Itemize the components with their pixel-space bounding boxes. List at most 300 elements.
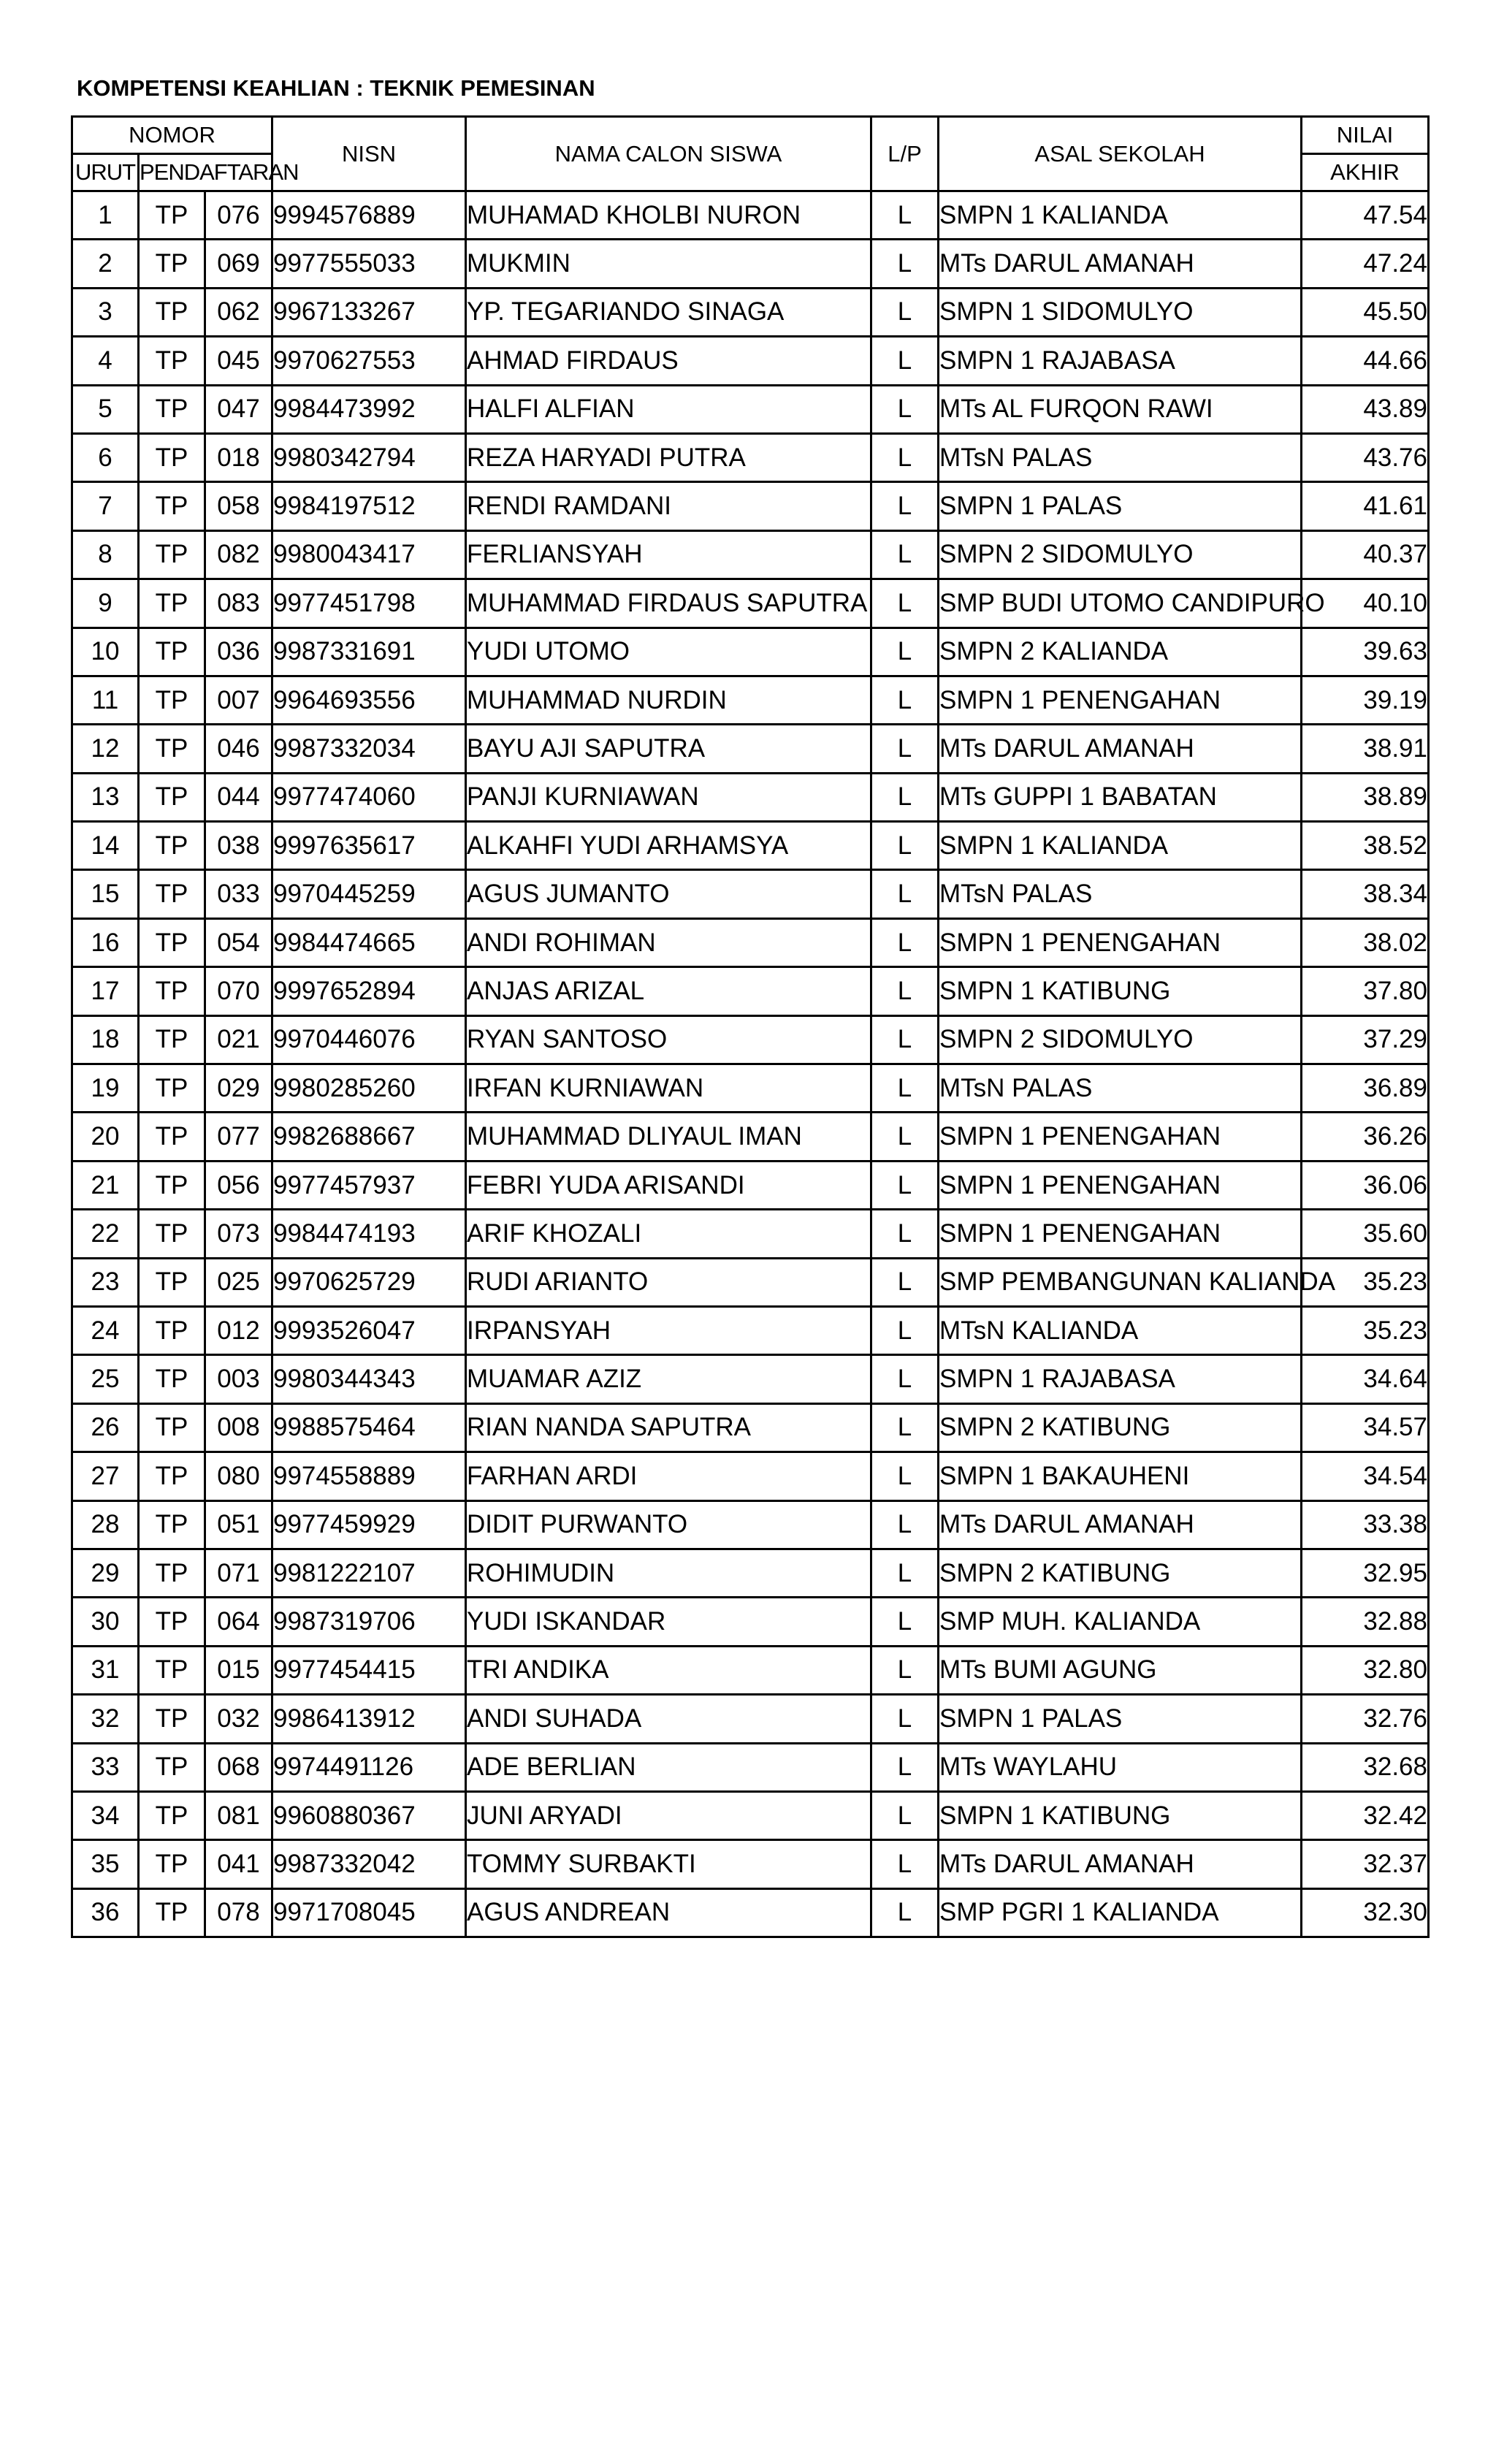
header-nomor: NOMOR	[72, 117, 272, 154]
cell-kode: TP	[139, 1500, 205, 1549]
cell-lp: L	[871, 967, 939, 1015]
cell-kode: TP	[139, 288, 205, 336]
cell-nisn: 9980344343	[272, 1355, 466, 1403]
cell-asal-sekolah: MTs DARUL AMANAH	[939, 240, 1302, 288]
cell-kode: TP	[139, 1064, 205, 1113]
cell-urut: 5	[72, 385, 139, 433]
cell-nisn: 9980342794	[272, 433, 466, 481]
cell-asal-sekolah: SMPN 1 KATIBUNG	[939, 967, 1302, 1015]
header-nisn: NISN	[272, 117, 466, 191]
header-urut: URUT	[72, 154, 139, 191]
cell-nilai-akhir: 36.06	[1302, 1161, 1429, 1209]
cell-nilai-akhir: 35.60	[1302, 1210, 1429, 1258]
cell-nomor-daftar: 018	[205, 433, 272, 481]
table-row	[72, 628, 1429, 676]
cell-nilai-akhir: 45.50	[1302, 288, 1429, 336]
cell-nisn: 9993526047	[272, 1306, 466, 1354]
cell-kode: TP	[139, 628, 205, 676]
cell-lp: L	[871, 1500, 939, 1549]
table-row	[72, 1791, 1429, 1839]
cell-nomor-daftar: 003	[205, 1355, 272, 1403]
cell-lp: L	[871, 1840, 939, 1888]
cell-kode: TP	[139, 240, 205, 288]
cell-nilai-akhir: 38.34	[1302, 870, 1429, 918]
cell-nama: RUDI ARIANTO	[466, 1258, 871, 1306]
cell-asal-sekolah: SMPN 1 PENENGAHAN	[939, 1113, 1302, 1161]
cell-nilai-akhir: 39.63	[1302, 628, 1429, 676]
cell-urut: 16	[72, 918, 139, 966]
cell-lp: L	[871, 385, 939, 433]
cell-nisn: 9960880367	[272, 1791, 466, 1839]
table-row	[72, 240, 1429, 288]
cell-nisn: 9980043417	[272, 530, 466, 579]
cell-nama: MUKMIN	[466, 240, 871, 288]
cell-nama: REZA HARYADI PUTRA	[466, 433, 871, 481]
cell-nama: YUDI UTOMO	[466, 628, 871, 676]
cell-kode: TP	[139, 337, 205, 385]
cell-nomor-daftar: 083	[205, 579, 272, 628]
cell-nomor-daftar: 044	[205, 773, 272, 821]
cell-lp: L	[871, 870, 939, 918]
cell-nama: ROHIMUDIN	[466, 1549, 871, 1597]
cell-asal-sekolah: MTsN PALAS	[939, 870, 1302, 918]
cell-nisn: 9970446076	[272, 1015, 466, 1064]
cell-nomor-daftar: 021	[205, 1015, 272, 1064]
cell-lp: L	[871, 337, 939, 385]
cell-nisn: 9987332034	[272, 725, 466, 773]
table-row	[72, 822, 1429, 870]
cell-nisn: 9977454415	[272, 1646, 466, 1694]
cell-asal-sekolah: SMPN 2 SIDOMULYO	[939, 1015, 1302, 1064]
cell-nama: MUHAMMAD DLIYAUL IMAN	[466, 1113, 871, 1161]
cell-nomor-daftar: 068	[205, 1743, 272, 1791]
cell-nomor-daftar: 070	[205, 967, 272, 1015]
table-header	[72, 117, 1429, 191]
cell-nilai-akhir: 47.54	[1302, 191, 1429, 240]
cell-nisn: 9987319706	[272, 1598, 466, 1646]
cell-urut: 1	[72, 191, 139, 240]
cell-asal-sekolah: SMP PGRI 1 KALIANDA	[939, 1888, 1302, 1937]
table-row	[72, 967, 1429, 1015]
cell-lp: L	[871, 918, 939, 966]
header-pendaftaran: PENDAFTARAN	[139, 154, 272, 191]
cell-nomor-daftar: 025	[205, 1258, 272, 1306]
cell-kode: TP	[139, 1015, 205, 1064]
student-ranking-table	[71, 115, 1430, 1938]
cell-nilai-akhir: 43.89	[1302, 385, 1429, 433]
cell-kode: TP	[139, 1452, 205, 1500]
cell-nama: FEBRI YUDA ARISANDI	[466, 1161, 871, 1209]
cell-asal-sekolah: SMP MUH. KALIANDA	[939, 1598, 1302, 1646]
cell-nama: YUDI ISKANDAR	[466, 1598, 871, 1646]
cell-nomor-daftar: 032	[205, 1695, 272, 1743]
cell-asal-sekolah: SMPN 1 PENENGAHAN	[939, 676, 1302, 724]
cell-nama: IRFAN KURNIAWAN	[466, 1064, 871, 1113]
cell-nama: RYAN SANTOSO	[466, 1015, 871, 1064]
cell-nisn: 9967133267	[272, 288, 466, 336]
cell-nilai-akhir: 35.23	[1302, 1258, 1429, 1306]
header-akhir: AKHIR	[1302, 154, 1429, 191]
cell-nilai-akhir: 36.89	[1302, 1064, 1429, 1113]
cell-nomor-daftar: 029	[205, 1064, 272, 1113]
cell-urut: 4	[72, 337, 139, 385]
cell-nilai-akhir: 32.42	[1302, 1791, 1429, 1839]
cell-nama: ADE BERLIAN	[466, 1743, 871, 1791]
cell-kode: TP	[139, 579, 205, 628]
cell-nomor-daftar: 012	[205, 1306, 272, 1354]
cell-kode: TP	[139, 1403, 205, 1452]
cell-nilai-akhir: 39.19	[1302, 676, 1429, 724]
cell-asal-sekolah: SMP PEMBANGUNAN KALIANDA	[939, 1258, 1302, 1306]
cell-nilai-akhir: 36.26	[1302, 1113, 1429, 1161]
cell-kode: TP	[139, 1646, 205, 1694]
cell-urut: 7	[72, 482, 139, 530]
cell-nama: ANJAS ARIZAL	[466, 967, 871, 1015]
cell-lp: L	[871, 1646, 939, 1694]
table-row	[72, 530, 1429, 579]
cell-lp: L	[871, 773, 939, 821]
cell-nama: AGUS JUMANTO	[466, 870, 871, 918]
cell-urut: 23	[72, 1258, 139, 1306]
cell-nama: MUHAMAD KHOLBI NURON	[466, 191, 871, 240]
cell-nisn: 9970627553	[272, 337, 466, 385]
cell-nomor-daftar: 046	[205, 725, 272, 773]
cell-nisn: 9977555033	[272, 240, 466, 288]
cell-nama: FERLIANSYAH	[466, 530, 871, 579]
cell-kode: TP	[139, 1210, 205, 1258]
cell-nomor-daftar: 058	[205, 482, 272, 530]
cell-lp: L	[871, 1210, 939, 1258]
cell-asal-sekolah: SMPN 1 RAJABASA	[939, 337, 1302, 385]
cell-nomor-daftar: 007	[205, 676, 272, 724]
cell-nisn: 9977474060	[272, 773, 466, 821]
cell-nomor-daftar: 076	[205, 191, 272, 240]
table-row	[72, 1888, 1429, 1937]
cell-nilai-akhir: 38.89	[1302, 773, 1429, 821]
cell-kode: TP	[139, 918, 205, 966]
cell-lp: L	[871, 433, 939, 481]
table-row	[72, 1549, 1429, 1597]
cell-nama: MUHAMMAD NURDIN	[466, 676, 871, 724]
cell-lp: L	[871, 240, 939, 288]
cell-asal-sekolah: SMPN 1 BAKAUHENI	[939, 1452, 1302, 1500]
cell-urut: 36	[72, 1888, 139, 1937]
table-row	[72, 1500, 1429, 1549]
cell-kode: TP	[139, 773, 205, 821]
cell-urut: 28	[72, 1500, 139, 1549]
cell-urut: 35	[72, 1840, 139, 1888]
cell-nilai-akhir: 32.30	[1302, 1888, 1429, 1937]
cell-nama: PANJI KURNIAWAN	[466, 773, 871, 821]
cell-urut: 20	[72, 1113, 139, 1161]
cell-urut: 15	[72, 870, 139, 918]
cell-nama: TOMMY SURBAKTI	[466, 1840, 871, 1888]
table-row	[72, 725, 1429, 773]
table-row	[72, 1015, 1429, 1064]
table-row	[72, 482, 1429, 530]
cell-asal-sekolah: SMPN 1 PENENGAHAN	[939, 918, 1302, 966]
cell-kode: TP	[139, 1791, 205, 1839]
cell-nisn: 9986413912	[272, 1695, 466, 1743]
cell-nomor-daftar: 036	[205, 628, 272, 676]
cell-lp: L	[871, 191, 939, 240]
cell-lp: L	[871, 1161, 939, 1209]
cell-nama: JUNI ARYADI	[466, 1791, 871, 1839]
cell-urut: 12	[72, 725, 139, 773]
cell-urut: 9	[72, 579, 139, 628]
cell-urut: 24	[72, 1306, 139, 1354]
cell-nisn: 9974491126	[272, 1743, 466, 1791]
cell-lp: L	[871, 1258, 939, 1306]
table-row	[72, 1113, 1429, 1161]
table-row	[72, 1306, 1429, 1354]
cell-kode: TP	[139, 1258, 205, 1306]
table-row	[72, 1403, 1429, 1452]
cell-nama: MUAMAR AZIZ	[466, 1355, 871, 1403]
cell-nomor-daftar: 015	[205, 1646, 272, 1694]
cell-nisn: 9977451798	[272, 579, 466, 628]
cell-urut: 2	[72, 240, 139, 288]
table-row	[72, 1452, 1429, 1500]
header-nilai: NILAI	[1302, 117, 1429, 154]
cell-lp: L	[871, 1452, 939, 1500]
cell-asal-sekolah: SMP BUDI UTOMO CANDIPURO	[939, 579, 1302, 628]
cell-urut: 26	[72, 1403, 139, 1452]
cell-nomor-daftar: 038	[205, 822, 272, 870]
cell-asal-sekolah: MTs DARUL AMANAH	[939, 1840, 1302, 1888]
cell-asal-sekolah: SMPN 2 KATIBUNG	[939, 1403, 1302, 1452]
cell-nilai-akhir: 40.10	[1302, 579, 1429, 628]
cell-nisn: 9987331691	[272, 628, 466, 676]
cell-nilai-akhir: 34.64	[1302, 1355, 1429, 1403]
cell-asal-sekolah: MTs BUMI AGUNG	[939, 1646, 1302, 1694]
cell-nomor-daftar: 064	[205, 1598, 272, 1646]
cell-nama: ARIF KHOZALI	[466, 1210, 871, 1258]
cell-nilai-akhir: 32.95	[1302, 1549, 1429, 1597]
cell-asal-sekolah: MTsN PALAS	[939, 1064, 1302, 1113]
cell-urut: 18	[72, 1015, 139, 1064]
cell-asal-sekolah: SMPN 1 RAJABASA	[939, 1355, 1302, 1403]
table-row	[72, 385, 1429, 433]
cell-nilai-akhir: 32.88	[1302, 1598, 1429, 1646]
cell-nilai-akhir: 38.91	[1302, 725, 1429, 773]
cell-asal-sekolah: MTsN PALAS	[939, 433, 1302, 481]
cell-nilai-akhir: 38.02	[1302, 918, 1429, 966]
cell-kode: TP	[139, 191, 205, 240]
cell-nama: IRPANSYAH	[466, 1306, 871, 1354]
cell-asal-sekolah: SMPN 1 KALIANDA	[939, 191, 1302, 240]
cell-kode: TP	[139, 1743, 205, 1791]
cell-nomor-daftar: 056	[205, 1161, 272, 1209]
cell-nisn: 9974558889	[272, 1452, 466, 1500]
cell-nomor-daftar: 080	[205, 1452, 272, 1500]
cell-asal-sekolah: SMPN 1 PALAS	[939, 1695, 1302, 1743]
table-row	[72, 433, 1429, 481]
cell-nama: AGUS ANDREAN	[466, 1888, 871, 1937]
cell-nisn: 9980285260	[272, 1064, 466, 1113]
cell-nama: DIDIT PURWANTO	[466, 1500, 871, 1549]
cell-lp: L	[871, 482, 939, 530]
cell-asal-sekolah: SMPN 2 SIDOMULYO	[939, 530, 1302, 579]
cell-urut: 29	[72, 1549, 139, 1597]
cell-nisn: 9977457937	[272, 1161, 466, 1209]
table-row	[72, 1695, 1429, 1743]
cell-nama: ANDI SUHADA	[466, 1695, 871, 1743]
cell-nisn: 9964693556	[272, 676, 466, 724]
cell-kode: TP	[139, 1355, 205, 1403]
cell-nomor-daftar: 008	[205, 1403, 272, 1452]
cell-nisn: 9970625729	[272, 1258, 466, 1306]
cell-nomor-daftar: 081	[205, 1791, 272, 1839]
cell-nisn: 9984474193	[272, 1210, 466, 1258]
cell-asal-sekolah: SMPN 1 SIDOMULYO	[939, 288, 1302, 336]
header-lp: L/P	[871, 117, 939, 191]
table-row	[72, 579, 1429, 628]
cell-nisn: 9970445259	[272, 870, 466, 918]
cell-lp: L	[871, 1306, 939, 1354]
cell-nisn: 9982688667	[272, 1113, 466, 1161]
table-row	[72, 191, 1429, 240]
cell-nilai-akhir: 34.57	[1302, 1403, 1429, 1452]
cell-nomor-daftar: 073	[205, 1210, 272, 1258]
table-row	[72, 773, 1429, 821]
cell-kode: TP	[139, 530, 205, 579]
cell-lp: L	[871, 1113, 939, 1161]
cell-nilai-akhir: 37.29	[1302, 1015, 1429, 1064]
cell-nilai-akhir: 35.23	[1302, 1306, 1429, 1354]
cell-kode: TP	[139, 1549, 205, 1597]
cell-kode: TP	[139, 1695, 205, 1743]
cell-lp: L	[871, 530, 939, 579]
cell-lp: L	[871, 725, 939, 773]
cell-nilai-akhir: 38.52	[1302, 822, 1429, 870]
cell-urut: 19	[72, 1064, 139, 1113]
cell-urut: 11	[72, 676, 139, 724]
cell-asal-sekolah: MTs GUPPI 1 BABATAN	[939, 773, 1302, 821]
cell-asal-sekolah: MTsN KALIANDA	[939, 1306, 1302, 1354]
cell-lp: L	[871, 1743, 939, 1791]
cell-urut: 25	[72, 1355, 139, 1403]
cell-nilai-akhir: 32.76	[1302, 1695, 1429, 1743]
cell-lp: L	[871, 1355, 939, 1403]
cell-asal-sekolah: SMPN 2 KALIANDA	[939, 628, 1302, 676]
cell-urut: 3	[72, 288, 139, 336]
cell-urut: 14	[72, 822, 139, 870]
cell-lp: L	[871, 1549, 939, 1597]
cell-asal-sekolah: MTs DARUL AMANAH	[939, 1500, 1302, 1549]
cell-nomor-daftar: 041	[205, 1840, 272, 1888]
cell-nama: ANDI ROHIMAN	[466, 918, 871, 966]
cell-lp: L	[871, 1695, 939, 1743]
cell-nama: HALFI ALFIAN	[466, 385, 871, 433]
cell-kode: TP	[139, 1598, 205, 1646]
cell-urut: 22	[72, 1210, 139, 1258]
cell-nomor-daftar: 047	[205, 385, 272, 433]
cell-kode: TP	[139, 676, 205, 724]
cell-nama: MUHAMMAD FIRDAUS SAPUTRA	[466, 579, 871, 628]
cell-nisn: 9994576889	[272, 191, 466, 240]
header-nama-calon-siswa: NAMA CALON SISWA	[466, 117, 871, 191]
table-body	[72, 191, 1429, 1937]
cell-nama: BAYU AJI SAPUTRA	[466, 725, 871, 773]
cell-nama: AHMAD FIRDAUS	[466, 337, 871, 385]
cell-nama: YP. TEGARIANDO SINAGA	[466, 288, 871, 336]
cell-urut: 27	[72, 1452, 139, 1500]
table-row	[72, 1840, 1429, 1888]
cell-lp: L	[871, 628, 939, 676]
table-row	[72, 870, 1429, 918]
cell-kode: TP	[139, 1306, 205, 1354]
cell-nomor-daftar: 077	[205, 1113, 272, 1161]
cell-urut: 17	[72, 967, 139, 1015]
cell-nomor-daftar: 071	[205, 1549, 272, 1597]
cell-urut: 33	[72, 1743, 139, 1791]
cell-nilai-akhir: 40.37	[1302, 530, 1429, 579]
cell-nilai-akhir: 41.61	[1302, 482, 1429, 530]
cell-asal-sekolah: SMPN 1 KALIANDA	[939, 822, 1302, 870]
cell-urut: 10	[72, 628, 139, 676]
cell-nomor-daftar: 062	[205, 288, 272, 336]
cell-asal-sekolah: MTs DARUL AMANAH	[939, 725, 1302, 773]
table-row	[72, 1064, 1429, 1113]
cell-kode: TP	[139, 385, 205, 433]
cell-urut: 8	[72, 530, 139, 579]
table-row	[72, 337, 1429, 385]
cell-nisn: 9977459929	[272, 1500, 466, 1549]
cell-asal-sekolah: SMPN 1 PENENGAHAN	[939, 1161, 1302, 1209]
cell-lp: L	[871, 1064, 939, 1113]
cell-nilai-akhir: 37.80	[1302, 967, 1429, 1015]
cell-urut: 21	[72, 1161, 139, 1209]
table-row	[72, 1646, 1429, 1694]
cell-urut: 31	[72, 1646, 139, 1694]
table-row	[72, 1258, 1429, 1306]
cell-nilai-akhir: 47.24	[1302, 240, 1429, 288]
cell-urut: 30	[72, 1598, 139, 1646]
cell-nisn: 9984197512	[272, 482, 466, 530]
cell-nilai-akhir: 44.66	[1302, 337, 1429, 385]
table-row	[72, 1598, 1429, 1646]
cell-nisn: 9981222107	[272, 1549, 466, 1597]
cell-nomor-daftar: 069	[205, 240, 272, 288]
cell-nilai-akhir: 32.80	[1302, 1646, 1429, 1694]
cell-asal-sekolah: SMPN 1 PALAS	[939, 482, 1302, 530]
cell-lp: L	[871, 1015, 939, 1064]
cell-asal-sekolah: SMPN 1 KATIBUNG	[939, 1791, 1302, 1839]
cell-lp: L	[871, 1598, 939, 1646]
cell-kode: TP	[139, 482, 205, 530]
table-row	[72, 918, 1429, 966]
cell-nama: ALKAHFI YUDI ARHAMSYA	[466, 822, 871, 870]
cell-kode: TP	[139, 433, 205, 481]
table-row	[72, 1210, 1429, 1258]
cell-nisn: 9971708045	[272, 1888, 466, 1937]
cell-kode: TP	[139, 870, 205, 918]
cell-nama: TRI ANDIKA	[466, 1646, 871, 1694]
cell-urut: 34	[72, 1791, 139, 1839]
cell-nama: RENDI RAMDANI	[466, 482, 871, 530]
cell-kode: TP	[139, 1113, 205, 1161]
cell-nomor-daftar: 045	[205, 337, 272, 385]
cell-nomor-daftar: 082	[205, 530, 272, 579]
cell-asal-sekolah: MTs AL FURQON RAWI	[939, 385, 1302, 433]
cell-nilai-akhir: 32.68	[1302, 1743, 1429, 1791]
cell-nilai-akhir: 33.38	[1302, 1500, 1429, 1549]
cell-nisn: 9997652894	[272, 967, 466, 1015]
table-row	[72, 1161, 1429, 1209]
table-row	[72, 1355, 1429, 1403]
cell-lp: L	[871, 579, 939, 628]
